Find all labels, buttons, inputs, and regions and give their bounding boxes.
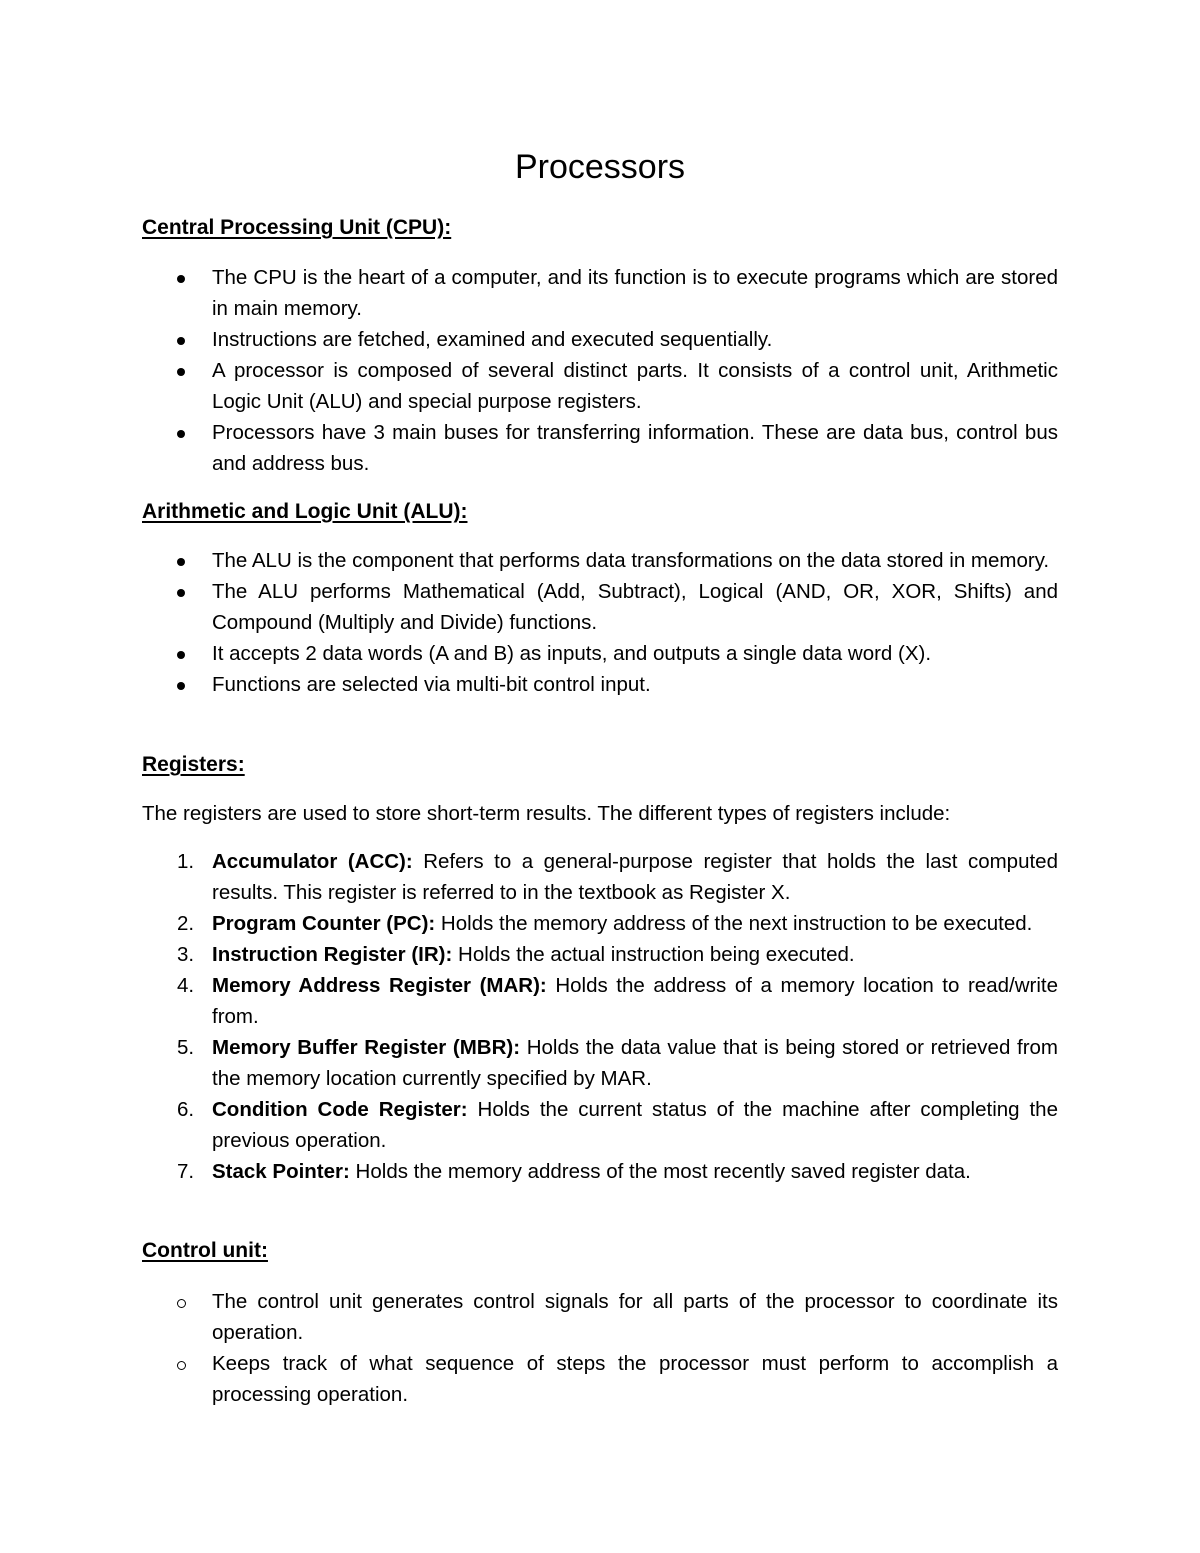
- circle-bullet-icon: [142, 1286, 212, 1317]
- cpu-list: [142, 262, 1058, 479]
- registers-list: [142, 846, 1058, 1187]
- circle-bullet-icon: [142, 1348, 212, 1379]
- list-item: The ALU performs Mathematical (Add, Subtract), Logical (AND, OR, XOR, Shifts) and Compound (Multiply and Divide) functions.: [142, 576, 1058, 638]
- list-item: It accepts 2 data words (A and B) as inputs, and outputs a single data word (X).: [142, 638, 1058, 669]
- alu-list: [142, 545, 1058, 700]
- list-item: A processor is composed of several distinct parts. It consists of a control unit, Arithmetic Logic Unit (ALU) and special purpose registers.: [142, 355, 1058, 417]
- list-number: 2.: [177, 912, 195, 935]
- list-number: 1.: [177, 850, 195, 873]
- list-item: 7. Stack Pointer: Holds the memory address of the most recently saved register data.: [142, 1156, 1058, 1187]
- bullet-icon: [142, 417, 212, 448]
- list-item: 1. Accumulator (ACC): Refers to a general-purpose register that holds the last computed results. This register is referred to in the textbook as Register X.: [142, 846, 1058, 908]
- list-item: Functions are selected via multi-bit control input.: [142, 669, 1058, 700]
- list-item: The ALU is the component that performs data transformations on the data stored in memory.: [142, 545, 1058, 576]
- list-number: 6.: [177, 1098, 195, 1121]
- bullet-icon: [142, 545, 212, 576]
- bullet-icon: [142, 638, 212, 669]
- registers-intro: The registers are used to store short-term results. The different types of registers include:: [142, 802, 951, 825]
- list-item: 5. Memory Buffer Register (MBR): Holds the data value that is being stored or retrieved from the memory location currently specified by MAR.: [142, 1032, 1058, 1094]
- list-number: 4.: [177, 974, 195, 997]
- bullet-icon: [142, 669, 212, 700]
- control-list: [142, 1286, 1058, 1410]
- list-item: 3. Instruction Register (IR): Holds the actual instruction being executed.: [142, 939, 1058, 970]
- list-item: Keeps track of what sequence of steps the processor must perform to accomplish a processing operation.: [142, 1348, 1058, 1410]
- list-item: Instructions are fetched, examined and executed sequentially.: [142, 324, 1058, 355]
- list-item: Processors have 3 main buses for transferring information. These are data bus, control bus and address bus.: [142, 417, 1058, 479]
- alu-heading: Arithmetic and Logic Unit (ALU):: [142, 500, 468, 523]
- list-item: The control unit generates control signals for all parts of the processor to coordinate its operation.: [142, 1286, 1058, 1348]
- list-item: The CPU is the heart of a computer, and its function is to execute programs which are stored in main memory.: [142, 262, 1058, 324]
- list-item: 2. Program Counter (PC): Holds the memory address of the next instruction to be executed.: [142, 908, 1058, 939]
- bullet-icon: [142, 355, 212, 386]
- bullet-icon: [142, 576, 212, 607]
- list-number: 3.: [177, 943, 195, 966]
- list-item: 6. Condition Code Register: Holds the current status of the machine after completing the previous operation.: [142, 1094, 1058, 1156]
- cpu-heading: Central Processing Unit (CPU):: [142, 216, 452, 239]
- control-heading: Control unit:: [142, 1239, 268, 1262]
- list-number: 5.: [177, 1036, 195, 1059]
- list-number: 7.: [177, 1160, 195, 1183]
- registers-heading: Registers:: [142, 753, 245, 776]
- list-item: 4. Memory Address Register (MAR): Holds the address of a memory location to read/write from.: [142, 970, 1058, 1032]
- page-title: Processors: [514, 148, 686, 186]
- bullet-icon: [142, 262, 212, 293]
- bullet-icon: [142, 324, 212, 355]
- document-page: [142, 0, 1058, 1553]
